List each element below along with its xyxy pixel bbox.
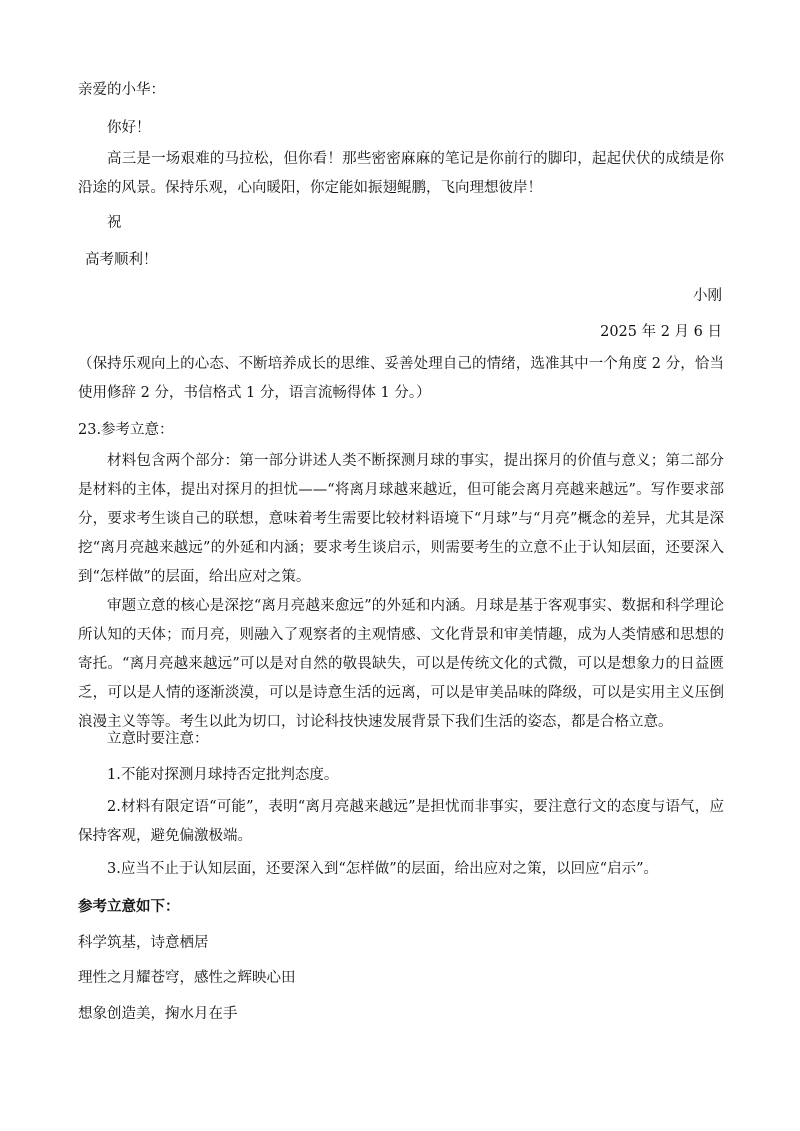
letter-salutation: 亲爱的小华： [78, 82, 165, 98]
q23-paragraph-1: 材料包含两个部分：第一部分讲述人类不断探测月球的事实，提出探月的价值与意义；第二部分是材料的主体，提出对探月的担忧——“将离月球越来越近，但可能会离月亮越来越远”。写作要求部分，要求考生谈自己的联想，意味着考生需要比较材料语境下“月球”与“月亮”概念的差异，尤其是深挖“离月亮越来越远”的外延和内涵；要求考生谈启示，则需要考生的立意不止于认知层面，还要深入到“怎样做”的层面，给出应对之策。 [78, 453, 724, 585]
reference-title: 参考立意如下： [78, 898, 180, 915]
q23-heading: 23.参考立意： [78, 422, 174, 438]
note-2: 2.材料有限定语“可能”，表明“离月亮越来越远”是担忧而非事实，要注意行文的态度与语气，应保持客观，避免偏激极端。 [78, 799, 724, 844]
q23-paragraph-2: 审题立意的核心是深挖“离月亮越来愈远”的外延和内涵。月球是基于客观事实、数据和科学理论所认知的天体；而月亮，则融入了观察者的主观情感、文化背景和审美情趣，成为人类情感和思想的寄托。“离月亮越来越远”可以是对自然的敬畏缺失，可以是传统文化的式微，可以是想象力的日益匮乏，可以是人情的逐渐淡漠，可以是诗意生活的远离，可以是审美品味的降级，可以是实用主义压倒浪漫主义等等。考生以此为切口，讨论科技快速发展背景下我们生活的姿态，都是合格立意。 [78, 598, 724, 730]
letter-signature: 小刚 [693, 288, 722, 304]
notes-title: 立意时要注意： [107, 731, 209, 747]
reference-3: 想象创造美，掬水月在手 [78, 1006, 238, 1022]
reference-1: 科学筑基，诗意栖居 [78, 935, 209, 951]
letter-wish-2: 高考顺利！ [85, 252, 158, 268]
note-3: 3.应当不止于认知层面，还要深入到“怎样做”的层面，给出应对之策，以回应“启示”。 [107, 861, 658, 877]
letter-body: 高三是一场艰难的马拉松，但你看！那些密密麻麻的笔记是你前行的脚印，起起伏伏的成绩是你沿途的风景。保持乐观，心向暖阳，你定能如振翅鲲鹏，飞向理想彼岸！ [78, 151, 724, 196]
scoring-note: （保持乐观向上的心态、不断培养成长的思维、妥善处理自己的情绪，选准其中一个角度 2 分，恰当使用修辞 2 分，书信格式 1 分，语言流畅得体 1 分。） [78, 356, 724, 401]
note-1: 1.不能对探测月球持否定批判态度。 [107, 767, 339, 783]
letter-wish-1: 祝 [107, 215, 122, 231]
letter-date: 2025 年 2 月 6 日 [600, 324, 722, 340]
letter-greeting: 你好！ [107, 120, 151, 136]
reference-2: 理性之月耀苍穹，感性之辉映心田 [78, 970, 296, 986]
